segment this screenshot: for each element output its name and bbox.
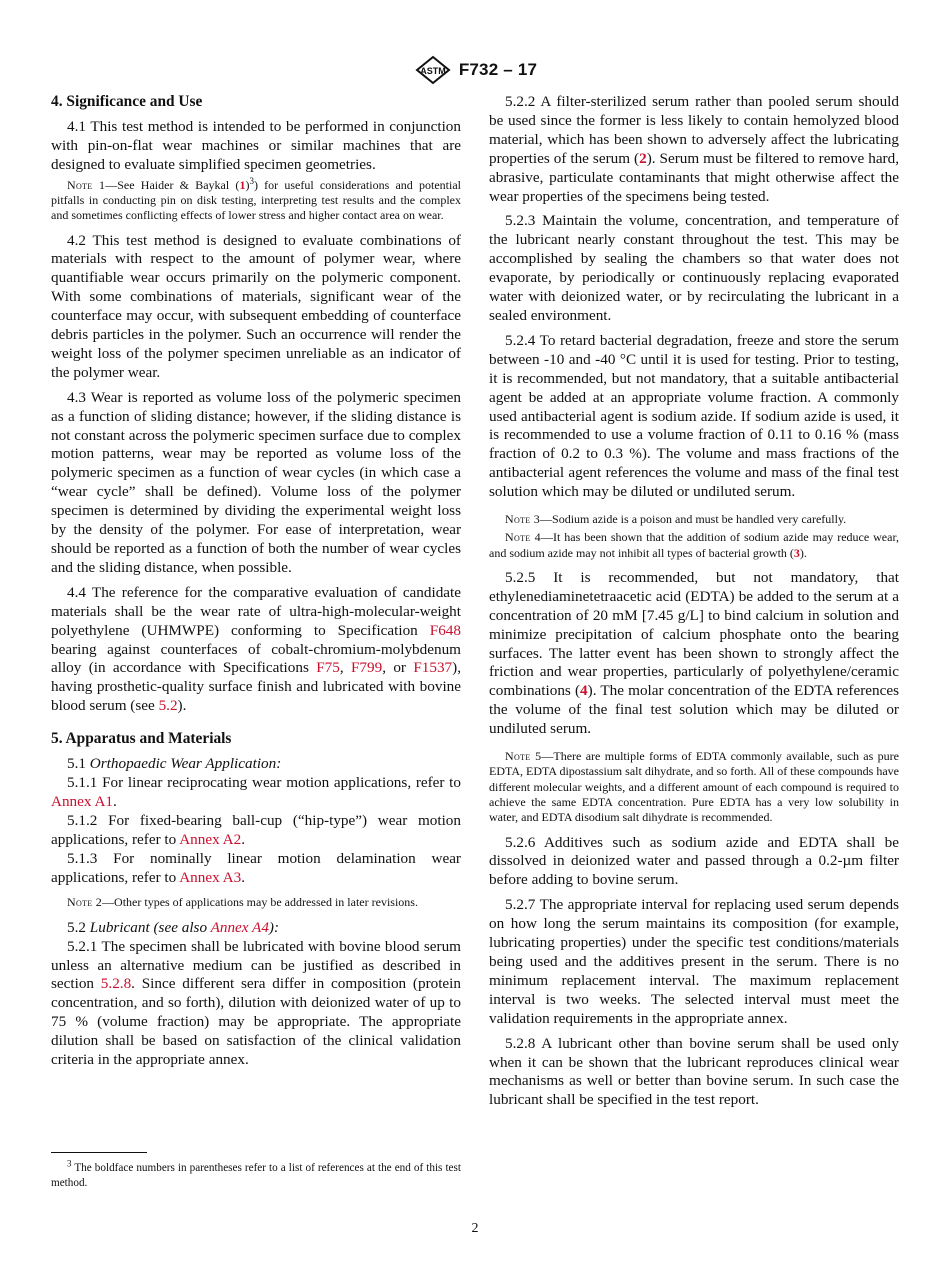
para-5-1-1: 5.1.1 For linear reciprocating wear motion applications, refer to Annex A1. <box>51 773 461 810</box>
note-1: Note 1—See Haider & Baykal $(1)^3$) for useful considerations and potential pitfalls in conducting pin on disk testing, interpreting test results and the complex and sometimes conflicting effects of lower stress and higher contact area on wear. <box>51 175 461 223</box>
ref-4-link[interactable]: 4 <box>580 682 588 700</box>
para-4-1: 4.1 This test method is intended to be performed in conjunction with pin-on-flat wear machines or similar machines that are designed to evaluate simplified specimen geometries. <box>51 117 461 173</box>
link-f1537[interactable]: F1537 <box>413 659 453 677</box>
para-5-2-8: 5.2.8 A lubricant other than bovine serum shall be used only when it can be shown that the lubricant reproduces clinical wear mechanisms as well or better than bovine serum. In such case the lubricant shall be specified in the test report. <box>489 1034 899 1109</box>
para-4-4: 4.4 The reference for the comparative evaluation of candidate materials shall be the wear rate of ultra-high-molecular-weight polyethylene (UHMWPE) conforming to Specification F648 bearing against counterfaces of cobalt-chromium-molybdenum alloy (in accordance with Specifications F75, F799, or F1537), having prosthetic-quality surface finish and lubricated with bovine blood serum (see 5.2). <box>51 583 461 715</box>
footnote-ref-3[interactable]: 3 <box>249 175 254 186</box>
link-5-2[interactable]: 5.2 <box>158 697 178 715</box>
note-2: Note 2—Other types of applications may be addressed in later revisions. <box>67 895 418 910</box>
page-header <box>0 52 950 88</box>
footnote-3: $^3$ The boldface numbers in parentheses refer to a list of references at the end of this test method. <box>51 1158 461 1189</box>
link-5-2-8[interactable]: 5.2.8 <box>100 975 132 993</box>
note-3: Note 3—Sodium azide is a poison and must be handled very carefully. <box>505 512 847 527</box>
para-5-1-2: 5.1.2 For fixed-bearing ball-cup (“hip-type”) wear motion applications, refer to Annex A2. <box>51 811 461 848</box>
link-annex-a3[interactable]: Annex A3 <box>179 868 242 886</box>
section-4-heading: 4. Significance and Use <box>51 93 203 110</box>
note-4: Note 4—It has been shown that the addition of sodium azide may reduce wear, and sodium azide may not inhibit all types of bacterial growth (3). <box>489 530 899 560</box>
left-column <box>51 93 461 1076</box>
para-5-1-3: 5.1.3 For nominally linear motion delamination wear applications, refer to Annex A3. <box>51 849 461 886</box>
para-4-2: 4.2 This test method is designed to evaluate combinations of materials with respect to the amount of polymer wear, where quantifiable wear occurs primarily on the polymeric component. With some combinations of materials, significant wear of the counterface may occur, with subsequent embedding of counterface debris particles in the polymer. Such an occurrence will render the weight loss of the polymer specimen unreliable as an indicator of the polymer wear. <box>51 231 461 381</box>
para-5-2-7: 5.2.7 The appropriate interval for replacing used serum depends on how long the serum maintains its composition (for example, lubricating properties) under the specific test conditions/materials being used and the additives present in the serum. There is no minimum replacement interval. The maximum replacement interval is two weeks. The selected interval must meet the validation requirements in the appropriate annex. <box>489 896 899 1027</box>
link-annex-a4[interactable]: Annex A4 <box>210 918 269 936</box>
note-1-label: Note 1 <box>67 177 106 192</box>
ref-1-link[interactable]: 1 <box>239 177 246 192</box>
para-5-2-5: 5.2.5 It is recommended, but not mandatory, that ethylenediaminetetraacetic acid (EDTA) be added to the serum at a concentration of 20 mM [7.45 g/L] to bind calcium in solution and minimize precipitation of calcium phosphate onto the bearing surfaces. The latter event has been shown to strongly affect the friction and wear properties, particularly of polyethylene/ceramic combinations (4). The molar concentration of the EDTA references the volume of the final test solution which may be diluted or undiluted serum. <box>489 568 899 738</box>
page-number: 2 <box>471 1221 479 1236</box>
para-5-2: 5.2 Lubricant (see also Annex A4): <box>67 918 280 936</box>
footnote-divider <box>51 1152 147 1153</box>
ref-3-link[interactable]: 3 <box>793 545 800 560</box>
note-5: Note 5—There are multiple forms of EDTA commonly available, such as pure EDTA, EDTA dipostassium salt dihydrate, and so forth. All of these compounds have different molecular weights, and a different amount of each compound is required to achieve the same EDTA concentration. Pure EDTA has a very low solubility in water, and EDTA disodium salt dihydrate is recommended. <box>489 749 899 825</box>
para-5-2-1: 5.2.1 The specimen shall be lubricated with bovine blood serum unless an alternative medium can be justified as described in section 5.2.8. Since different sera differ in composition (protein concentration, and so forth), dilution with deionized water of up to 75 % (volume fraction) may be appropriate. The appropriate dilution shall be based on satisfaction of the clinical validation criteria in the appropriate annex. <box>51 937 461 1069</box>
para-5-1: 5.1 Orthopaedic Wear Application: <box>67 755 282 773</box>
document-id: F732 – 17 <box>458 60 538 79</box>
para-5-2-2: 5.2.2 A filter-sterilized serum rather than pooled serum should be used since the former is less likely to contain hemolyzed blood material, which has been shown to adversely affect the lubricating properties of the serum (2). Serum must be filtered to remove hard, abrasive, particulate contaminants that might otherwise affect the wear properties of the specimens being tested. <box>489 93 900 205</box>
link-annex-a2[interactable]: Annex A2 <box>179 830 242 848</box>
para-5-2-6: 5.2.6 Additives such as sodium azide and EDTA shall be dissolved in deionized water and passed through a 0.2-µm filter before adding to bovine serum. <box>489 833 899 889</box>
section-5-heading: 5. Apparatus and Materials <box>51 730 232 748</box>
ref-2-link[interactable]: 2 <box>639 149 647 167</box>
right-column <box>489 93 899 1116</box>
para-4-3: 4.3 Wear is reported as volume loss of the polymeric specimen as a function of sliding distance; however, if the sliding distance is not constant across the polymeric specimen surface due to complex motion patterns, wear may be reported as volume loss of the polymeric specimen as a function of wear cycles (in which case a “wear cycle” shall be defined). Volume loss of the polymer specimen is determined by dividing the experimental weight loss by the density of the polymer. For ease of interpretation, wear should be reported as a function of both the number of wear cycles and the sliding distance, when possible. <box>51 388 461 576</box>
astm-logo-text: ASTM <box>420 66 446 76</box>
astm-logo-icon <box>413 55 453 85</box>
link-f75[interactable]: F75 <box>316 659 340 677</box>
link-f648[interactable]: F648 <box>429 621 461 639</box>
para-5-2-3: 5.2.3 Maintain the volume, concentration, and temperature of the lubricant nearly constant throughout the test. This may be accomplished by sealing the chambers so that water does not evaporate, by periodically or continuously replacing evaporated water with deionized water, or by recirculating the lubricant in a sealed environment. <box>489 212 899 324</box>
link-annex-a1[interactable]: Annex A1 <box>51 792 114 810</box>
para-5-2-4: 5.2.4 To retard bacterial degradation, freeze and store the serum between -10 and -40 °C until it is used for testing. Prior to testing, it is recommended, but not mandatory, that a suitable antibacterial agent be added at an appropriate volume fraction. A commonly used antibacterial agent is sodium azide. If sodium azide is used, it is recommended to use a volume fraction of 0.11 to 0.16 % (mass fraction of 0.2 to 0.3 %). The volume and mass fractions of the antibacterial agent references the volume and mass of the final test solution which may be diluted or undiluted serum. <box>489 331 899 501</box>
link-f799[interactable]: F799 <box>350 659 383 677</box>
